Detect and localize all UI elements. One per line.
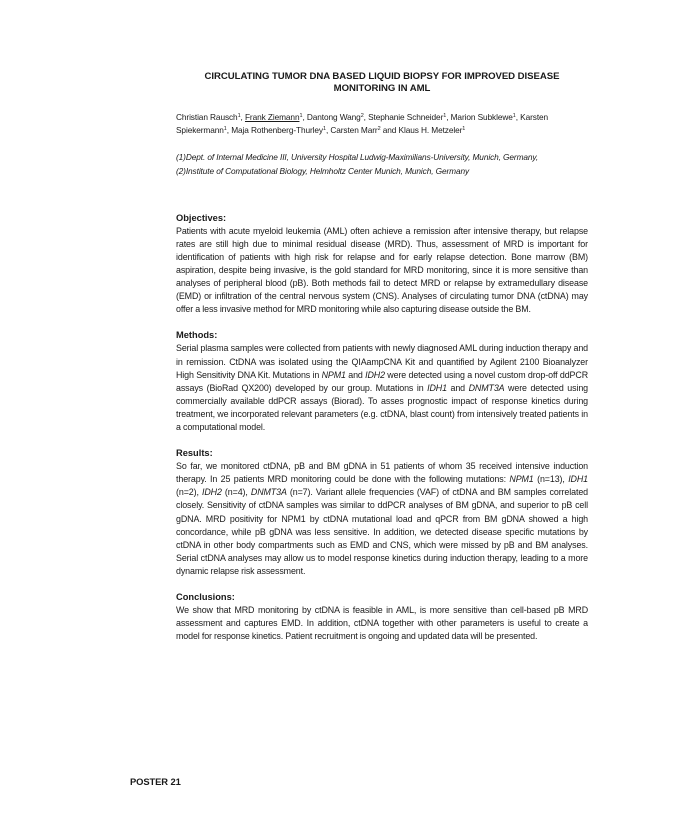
text-run: (n=4), [221, 487, 251, 498]
gene-name: DNMT3A [250, 487, 287, 498]
conclusions-text: We show that MRD monitoring by ctDNA is feasible in AML, is more sensitive than cell-based pB MRD assessment and captures EMD. In addition, ctDNA together with other parameters is useful to create a model for response kinetics. Patient recruitment is ongoing and updated data will be presented. [176, 604, 588, 642]
author-separator: , [363, 112, 369, 123]
author-separator: , [446, 112, 451, 123]
conclusions-section [176, 591, 588, 643]
gene-name: DNMT3A [468, 382, 505, 393]
text-run: So far, we monitored ctDNA, pB and BM gDNA in 51 patients of whom 35 received intensive induction therapy. In 25 patients MRD monitoring could be done with the following mutations: [176, 461, 588, 485]
author-name: Christian Rausch [176, 112, 238, 123]
author-name: Stephanie Schneider [368, 112, 444, 123]
author-separator: , [515, 112, 521, 123]
author-separator: , [325, 125, 331, 136]
author-name: Klaus H. Metzeler [398, 125, 463, 136]
methods-text [176, 342, 588, 434]
author-affiliation-number: 2 [377, 126, 381, 133]
presenting-author-name: Frank Ziemann [244, 112, 300, 123]
results-heading: Results: [176, 448, 213, 459]
author-separator: , [226, 125, 232, 136]
author-affiliation-number: 1 [462, 126, 466, 133]
abstract [176, 71, 588, 656]
objectives-heading: Objectives: [176, 212, 227, 223]
author-name: Marion Subklewe [450, 112, 513, 123]
author-affiliation-number: 1 [443, 113, 447, 120]
author-name: Dantong Wang [306, 112, 361, 123]
author-separator: , [302, 112, 307, 123]
author-affiliation-number: 1 [223, 126, 227, 133]
author-list [176, 111, 588, 137]
gene-name: IDH2 [365, 369, 385, 380]
text-run: (n=7). Variant allele frequencies (VAF) of ctDNA and BM samples correlated closely. Sensitivity of ctDNA samples was similar to ddPCR analyses of BM gDNA, and superior to pB cell gDNA. MRD positivity for NPM1 by ctDNA mutational load and qPCR from BM gDNA showed a high concordance, while pB gDNA was less sensitive. In addition, we detected disease specific mutations by ctDNA in other body compartments such as EMD and CNS, which were missed by pB and BM analyses. Serial ctDNA analyses may allow us to model response kinetics during induction therapy, leading to a more dynamic relapse risk assessment. [176, 487, 588, 576]
author-final-separator: and [380, 125, 399, 136]
objectives-section [176, 212, 588, 317]
affiliation-line: (1)Dept. of Internal Medicine III, University Hospital Ludwig-Maximilians-University, Munich, Germany, [176, 152, 539, 163]
affiliation-line: (2)Institute of Computational Biology, Helmholtz Center Munich, Munich, Germany [176, 165, 470, 176]
author-affiliation-number: 1 [237, 113, 241, 120]
gene-name: NPM1 [509, 474, 534, 485]
text-run: Serial plasma samples were collected from patients with newly diagnosed AML during induction therapy and in remission. CtDNA was isolated using the QIAampCNA Kit and quantified by Agilent 2100 Bioanalyzer High Sensitivity DNA Kit. Mutations in [176, 343, 588, 380]
text-run: (n=2), [176, 487, 202, 498]
gene-name: IDH2 [201, 487, 222, 498]
author-affiliation-number: 1 [299, 113, 303, 120]
objectives-text: Patients with acute myeloid leukemia (AML) often achieve a remission after intensive therapy, but relapse rates are still high due to minimal residual disease (MRD). Thus, assessment of MRD is important for identification of patients with high risk for relapse and for early relapse detection. Bone marrow (BM) aspiration, despite being invasive, is the gold standard for MRD monitoring, since it is more sensitive than analyses of peripheral blood (pB). Both methods fail to detect MRD or relapse by extramedullary disease (EMD) or infiltration of the central nervous system (CNS). Analyses of circulating tumor DNA (ctDNA) may offer a less invasive method for MRD monitoring while also capturing disease outside the BM. [176, 225, 588, 315]
methods-section [176, 329, 588, 434]
results-text [176, 460, 588, 578]
gene-name: IDH1 [568, 474, 589, 485]
text-run: were detected using a novel custom drop-off ddPCR assays (BioRad QX200) developed by our group. Mutations in [176, 369, 588, 393]
author-affiliation-number: 2 [360, 113, 364, 120]
author-separator: , [240, 112, 245, 123]
text-run: were detected using commercially available ddPCR assays (Biorad). To asses prognostic impact of response kinetics during treatment, we incorporated relevant parameters (e.g. ctDNA, blast count) from intensively treated patients in a computational model. [176, 382, 588, 433]
text-run: and [345, 369, 366, 380]
text-run: and [446, 382, 469, 393]
affiliations [176, 151, 588, 177]
poster-number: POSTER 21 [130, 776, 181, 787]
author-name: Carsten Marr [330, 125, 378, 136]
author-affiliation-number: 1 [512, 113, 516, 120]
abstract-title: CIRCULATING TUMOR DNA BASED LIQUID BIOPSY FOR IMPROVED DISEASE MONITORING IN AML [204, 71, 560, 95]
author-name: Karsten Spiekermann [176, 112, 549, 136]
author-name: Maja Rothenberg-Thurley [231, 125, 323, 136]
author-affiliation-number: 1 [322, 126, 326, 133]
conclusions-heading: Conclusions: [176, 591, 235, 602]
gene-name: NPM1 [321, 369, 346, 380]
methods-heading: Methods: [176, 330, 218, 341]
gene-name: IDH1 [427, 382, 447, 393]
text-run: (n=13), [533, 474, 569, 485]
results-section [176, 447, 588, 578]
